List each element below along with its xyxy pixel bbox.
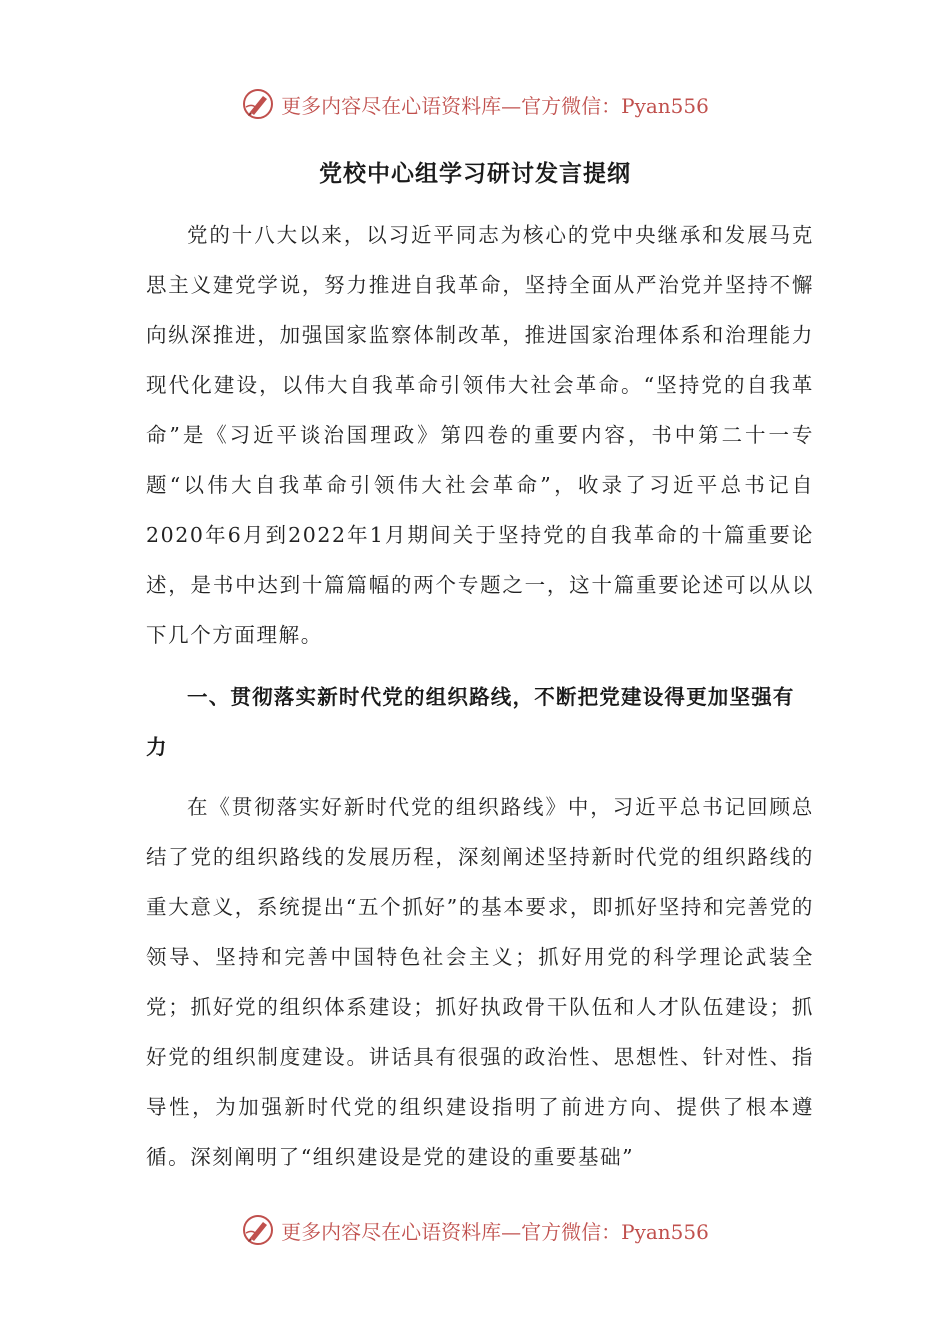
- pen-logo-icon: [241, 87, 275, 121]
- header-watermark-text: 更多内容尽在心语资料库—官方微信：Pyan556: [281, 93, 709, 118]
- footer-watermark-text: 更多内容尽在心语资料库—官方微信：Pyan556: [281, 1219, 709, 1244]
- section-1-paragraph: 在《贯彻落实好新时代党的组织路线》中，习近平总书记回顾总结了党的组织路线的发展历程，深刻阐述坚持新时代党的组织路线的重大意义，系统提出“五个抓好”的基本要求，即抓好坚持和完善党的领导、坚持和完善中国特色社会主义；抓好用党的科学理论武装全党；抓好党的组织体系建设；抓好执政骨干队伍和人才队伍建设；抓好党的组织制度建设。讲话具有很强的政治性、思想性、针对性、指导性，为加强新时代党的组织建设指明了前进方向、提供了根本遵循。深刻阐明了“组织建设是党的建设的重要基础”: [146, 795, 814, 1169]
- pen-logo-icon: [241, 1213, 275, 1247]
- footer-watermark-inner: [241, 1213, 709, 1247]
- document-body: [146, 210, 814, 1182]
- document-title: 党校中心组学习研讨发言提纲: [319, 160, 631, 187]
- section-heading-1: 一、贯彻落实新时代党的组织路线，不断把党建设得更加坚强有力: [146, 685, 795, 759]
- footer-watermark: [0, 1210, 950, 1250]
- header-watermark: [0, 84, 950, 124]
- header-watermark-inner: [241, 87, 709, 121]
- intro-paragraph: 党的十八大以来，以习近平同志为核心的党中央继承和发展马克思主义建党学说，努力推进自我革命，坚持全面从严治党并坚持不懈向纵深推进，加强国家监察体制改革，推进国家治理体系和治理能力现代化建设，以伟大自我革命引领伟大社会革命。“坚持党的自我革命”是《习近平谈治国理政》第四卷的重要内容，书中第二十一专题“以伟大自我革命引领伟大社会革命”，收录了习近平总书记自2020年6月到2022年1月期间关于坚持党的自我革命的十篇重要论述，是书中达到十篇篇幅的两个专题之一，这十篇重要论述可以从以下几个方面理解。: [146, 223, 814, 647]
